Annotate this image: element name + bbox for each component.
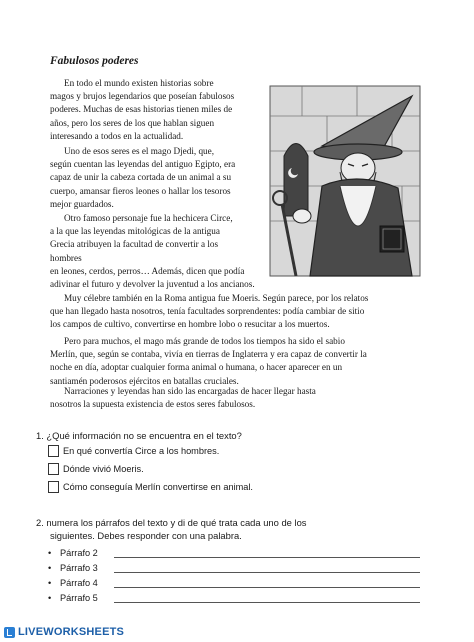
answer-line[interactable] xyxy=(114,593,420,603)
option-moeris[interactable] xyxy=(48,463,144,475)
paragraph-6 xyxy=(50,385,445,411)
p5-line: santiamén poderosos ejércitos en batallas cruciales. xyxy=(50,375,239,386)
row-label: Párrafo 4 xyxy=(60,578,98,588)
row-label: Párrafo 2 xyxy=(60,548,98,558)
answer-row-parrafo-2 xyxy=(48,548,420,558)
p4-line: los campos de cultivo, convertirse en hombre lobo o resucitar a los muertos. xyxy=(50,319,330,330)
checkbox[interactable] xyxy=(48,445,59,457)
p1-line: En todo el mundo existen historias sobre xyxy=(64,78,214,88)
answer-row-parrafo-4 xyxy=(48,578,420,588)
check-icon xyxy=(4,627,15,638)
bullet: • xyxy=(48,563,52,573)
paragraph-5 xyxy=(50,335,445,388)
bullet: • xyxy=(48,548,52,558)
paragraph-3 xyxy=(50,212,268,291)
answer-line[interactable] xyxy=(114,578,420,588)
p5-line: noche en día, adoptar cualquier forma animal o humana, o hacer aparecer en un xyxy=(50,362,343,373)
brand-text: LIVEWORKSHEETS xyxy=(18,626,125,638)
p2-line: cuerpo, amansar fieros leones o hallar los tesoros xyxy=(50,185,231,196)
bullet: • xyxy=(48,593,52,603)
p3-line: en leones, cerdos, perros… Además, dicen que podía xyxy=(50,265,245,276)
answer-row-parrafo-5 xyxy=(48,593,420,603)
p4-line: que han llegado hasta nosotros, tenía facultades sorprendentes: podía cambiar de sitio xyxy=(50,306,365,317)
option-merlin[interactable] xyxy=(48,481,253,493)
p2-line: mejor guardados. xyxy=(50,198,114,209)
checkbox[interactable] xyxy=(48,463,59,475)
paragraph-2 xyxy=(50,145,265,211)
question-1: 1. ¿Qué información no se encuentra en el texto? xyxy=(36,430,242,441)
liveworksheets-logo[interactable] xyxy=(4,626,124,638)
question-2-line-1: 2. numera los párrafos del texto y di de qué trata cada uno de los xyxy=(36,517,307,528)
option-label: Cómo conseguía Merlín convertirse en animal. xyxy=(63,482,253,492)
paragraph-1 xyxy=(50,77,265,143)
answer-line[interactable] xyxy=(114,548,420,558)
row-label: Párrafo 5 xyxy=(60,593,98,603)
p3-line: Grecia atribuyen la facultad de convertir a los xyxy=(50,239,219,250)
p3-line: Otro famoso personaje fue la hechicera Circe, xyxy=(64,213,233,223)
answer-row-parrafo-3 xyxy=(48,563,420,573)
wizard-illustration xyxy=(262,76,427,281)
answer-line[interactable] xyxy=(114,563,420,573)
p6-line: Narraciones y leyendas han sido las encargadas de hacer llegar hasta xyxy=(64,386,316,396)
p3-line: a la que las leyendas mitológicas de la antigua xyxy=(50,226,220,237)
p6-line: nosotros la supuesta existencia de estos seres fabulosos. xyxy=(50,399,256,410)
p1-line: interesando a todos en la actualidad. xyxy=(50,130,184,141)
p4-line: Muy célebre también en la Roma antigua fue Moeris. Según parece, por los relatos xyxy=(64,293,369,303)
option-label: En qué convertía Circe a los hombres. xyxy=(63,446,220,456)
p3-line: hombres xyxy=(50,252,82,263)
p2-line: según cuentan las leyendas del antiguo Egipto, era xyxy=(50,159,236,170)
p5-line: Pero para muchos, el mago más grande de todos los tiempos ha sido el sabio xyxy=(64,336,345,346)
p1-line: magos y brujos legendarios que poseían fabulosos xyxy=(50,91,235,102)
bullet: • xyxy=(48,578,52,588)
footer xyxy=(0,622,474,642)
p3-line: adivinar el futuro y devolver la juventud a los ancianos. xyxy=(50,279,255,290)
p5-line: Merlín, que, según se contaba, vivía en tierras de Inglaterra y era capaz de convertir la xyxy=(50,349,367,360)
p2-line: capaz de unir la cabeza cortada de un animal a su xyxy=(50,172,232,183)
page-title: Fabulosos poderes xyxy=(50,55,139,67)
option-circe[interactable] xyxy=(48,445,219,457)
row-label: Párrafo 3 xyxy=(60,563,98,573)
p1-line: años, pero los seres de los que hablan siguen xyxy=(50,117,215,128)
paragraph-4 xyxy=(50,292,445,332)
p1-line: poderes. Muchas de esas historias tienen miles de xyxy=(50,104,233,115)
option-label: Dónde vivió Moeris. xyxy=(63,464,144,474)
p2-line: Uno de esos seres es el mago Djedi, que, xyxy=(64,146,215,156)
checkbox[interactable] xyxy=(48,481,59,493)
question-2-line-2: siguientes. Debes responder con una palabra. xyxy=(50,530,242,541)
